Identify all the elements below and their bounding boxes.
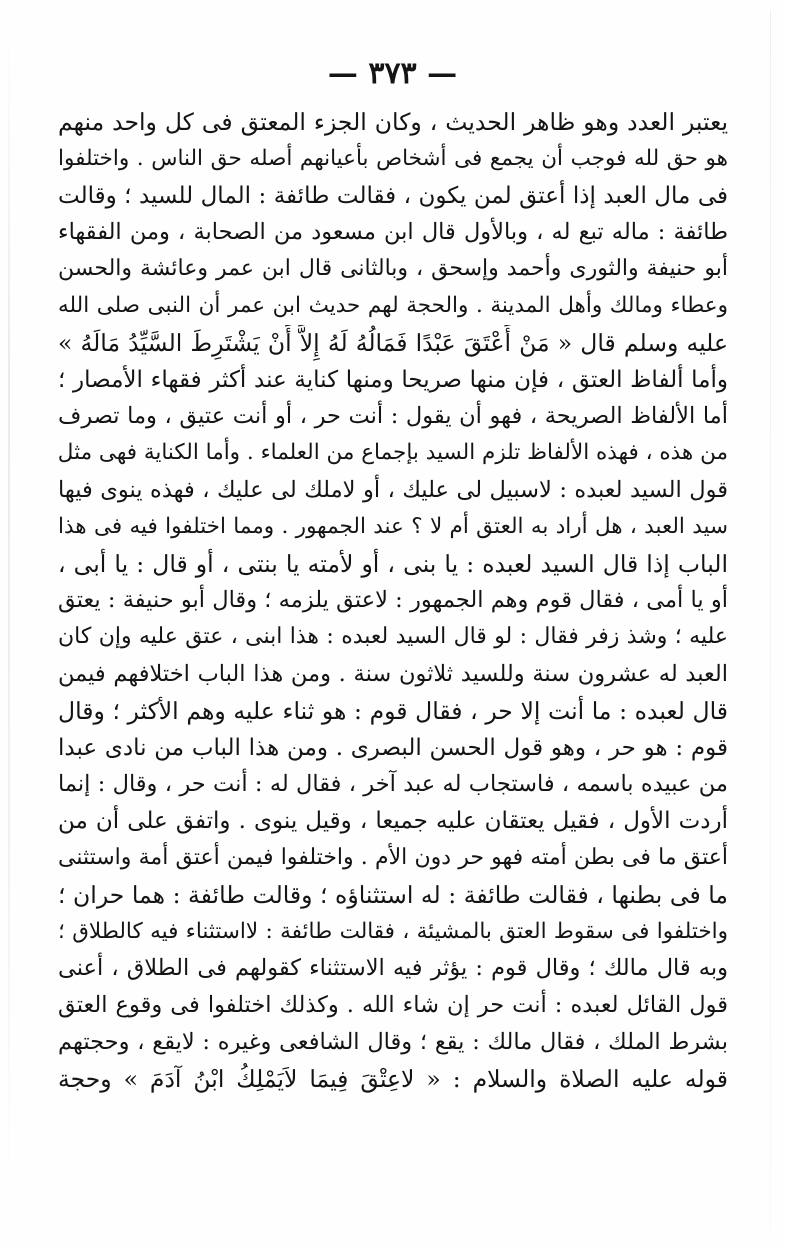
text-line: عليه وسلم قال « مَنْ أَعْتَقَ عَبْدًا فَمَالُهُ لَهُ إِلاَّ أَنْ يَشْتَرِطَ السَّيِّدُ مَالَهُ » bbox=[58, 328, 728, 357]
text-line: سيد العبد ، هل أراد به العتق أم لا ؟ عند الجمهور . ومما اختلفوا فيه فى هذا bbox=[58, 513, 728, 539]
text-line: أبو حنيفة والثورى وأحمد وإسحق ، وبالثانى قال ابن عمر وعائشة والحسن bbox=[58, 256, 728, 282]
text-line: هو حق لله فوجب أن يجمع فى أشخاص بأعيانهم أصله حق الناس . واختلفوا bbox=[58, 145, 728, 171]
text-line: يعتبر العدد وهو ظاهر الحديث ، وكان الجزء المعتق فى كل واحد منهم bbox=[58, 108, 728, 136]
text-line: قول السيد لعبده : لاسبيل لى عليك ، أو لاملك لى عليك ، فهذه ينوى فيها bbox=[58, 476, 728, 503]
text-line: فى مال العبد إذا أعتق لمن يكون ، فقالت طائفة : المال للسيد ؛ وقالت bbox=[58, 182, 728, 209]
text-line: أردت الأول ، فقيل يعتقان عليه جميعا ، وقيل ينوى . واتفق على أن من bbox=[58, 808, 728, 835]
body-text bbox=[58, 104, 728, 1098]
text-line: الباب إذا قال السيد لعبده : يا بنى ، أو لأمته يا بنتى ، أو قال : يا أبى ، bbox=[58, 549, 728, 578]
text-line: من عبيده باسمه ، فاستجاب له عبد آخر ، فقال له : أنت حر ، وقال : إنما bbox=[58, 771, 728, 798]
text-line: وأما ألفاظ العتق ، فإن منها صريحا ومنها كناية عند أكثر فقهاء الأمصار ؛ bbox=[58, 366, 728, 393]
text-line: عليه ؛ وشذ زفر فقال : لو قال السيد لعبده : هذا ابنى ، عتق عليه وإن كان bbox=[58, 624, 728, 650]
page-edge-shadow bbox=[770, 10, 771, 1230]
page-number: — ٣٧٣ — bbox=[327, 56, 458, 91]
text-line: أما الألفاظ الصريحة ، فهو أن يقول : أنت حر ، أو أنت عتيق ، وما تصرف bbox=[58, 403, 728, 430]
text-line: بشرط الملك ، فقال مالك : يقع ؛ وقال الشافعى وغيره : لايقع ، وحجتهم bbox=[58, 1028, 728, 1055]
text-line: واختلفوا فى سقوط العتق بالمشيئة ، فقالت طائفة : لااستثناء فيه كالطلاق ؛ bbox=[58, 918, 728, 944]
text-line: العبد له عشرون سنة وللسيد ثلاثون سنة . ومن هذا الباب اختلافهم فيمن bbox=[58, 660, 728, 687]
text-line: أعتق ما فى بطن أمته فهو حر دون الأم . واختلفوا فيمن أعتق أمة واستثنى bbox=[58, 844, 728, 870]
text-line: أو يا أمى ، فقال قوم وهم الجمهور : لاعتق يلزمه ؛ وقال أبو حنيفة : يعتق bbox=[58, 587, 728, 614]
text-line: وبه قال مالك ؛ وقال قوم : يؤثر فيه الاستثناء كقولهم فى الطلاق ، أعنى bbox=[58, 955, 728, 982]
text-line: من هذه ، فهذه الألفاظ تلزم السيد بإجماع من العلماء . وأما الكناية فهى مثل bbox=[58, 440, 728, 466]
text-line: وعطاء ومالك وأهل المدينة . والحجة لهم حديث ابن عمر أن النبى صلى الله bbox=[58, 292, 728, 318]
text-line: قال لعبده : ما أنت إلا حر ، فقال قوم : هو ثناء عليه وهم الأكثر ؛ وقال bbox=[58, 696, 728, 725]
text-line: قول القائل لعبده : أنت حر إن شاء الله . وكذلك اختلفوا فى وقوع العتق bbox=[58, 992, 728, 1019]
page-edge-shadow bbox=[8, 20, 10, 1200]
text-line: طائفة : ماله تبع له ، وبالأول قال ابن مسعود من الصحابة ، ومن الفقهاء bbox=[58, 219, 728, 246]
text-line: ما فى بطنها ، فقالت طائفة : له استثناؤه ؛ وقالت طائفة : هما حران ؛ bbox=[58, 880, 728, 909]
text-line: قوم : هو حر ، وهو قول الحسن البصرى . ومن هذا الباب من نادى عبدا bbox=[58, 734, 728, 761]
text-line: قوله عليه الصلاة والسلام : « لاعِتْقَ فِيمَا لاَيَمْلِكُ ابْنُ آدَمَ » وحجة bbox=[58, 1064, 728, 1093]
